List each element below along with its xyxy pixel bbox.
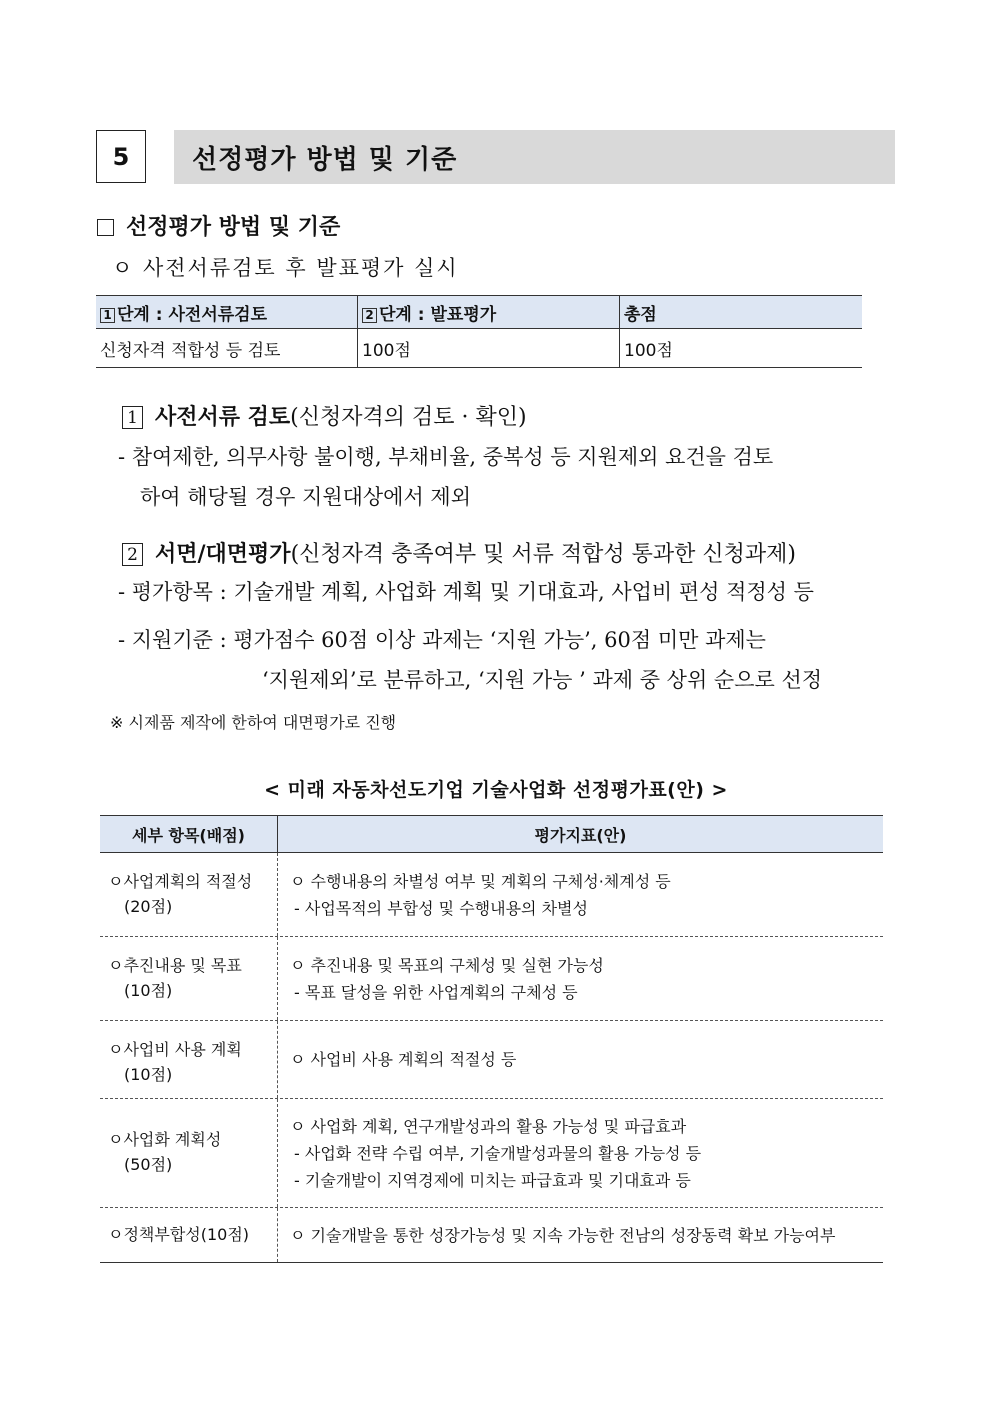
stage2-line: - 지원기준 : 평가점수 60점 이상 과제는 ‘지원 가능’, 60점 미만 과제는	[118, 628, 766, 652]
eval-main: ㅇ 사업화 계획, 연구개발성과의 활용 가능성 및 파급효과	[290, 1116, 687, 1136]
number-box: 2	[362, 308, 377, 323]
stage-cell: 100점	[358, 329, 620, 368]
stage-cell: 신청자격 적합성 등 검토	[96, 329, 358, 368]
stage1-line: 하여 해당될 경우 지원대상에서 제외	[140, 485, 471, 509]
eval-detail: - 사업목적의 부합성 및 수행내용의 차별성	[294, 898, 588, 918]
stage-cell: 100점	[620, 329, 863, 368]
eval-item	[100, 1208, 277, 1262]
eval-index	[277, 853, 883, 936]
eval-item-label: ㅇ추진내용 및 목표	[108, 956, 242, 975]
subheading	[97, 210, 340, 241]
stage1-title: 사전서류 검토	[155, 404, 291, 430]
stage2-line: ‘지원제외’로 분류하고, ‘지원 가능 ’ 과제 중 상위 순으로 선정	[262, 668, 823, 692]
eval-header-item: 세부 항목(배점)	[132, 825, 245, 845]
eval-main: ㅇ 기술개발을 통한 성장가능성 및 지속 가능한 전남의 성장동력 확보 가능여부	[290, 1225, 836, 1245]
eval-main: ㅇ 사업비 사용 계획의 적절성 등	[290, 1050, 517, 1069]
eval-item	[100, 1021, 277, 1098]
eval-row	[100, 1021, 883, 1099]
stage-header-1	[96, 296, 358, 329]
section-title: 선정평가 방법 및 기준	[174, 130, 895, 184]
stage-header-label: 단계 : 사전서류검토	[117, 304, 268, 325]
eval-main: ㅇ 추진내용 및 목표의 구체성 및 실현 가능성	[290, 955, 604, 975]
eval-main: ㅇ 수행내용의 차별성 여부 및 계획의 구체성·체계성 등	[290, 871, 671, 891]
stage-table-header	[96, 296, 862, 329]
stage1-number-box: 1	[122, 406, 143, 429]
eval-item-score: (10점)	[124, 981, 173, 1000]
stage2-title: 서면/대면평가	[155, 541, 291, 567]
eval-item-score: (10점)	[124, 1065, 173, 1084]
eval-row	[100, 1099, 883, 1208]
stage-table	[96, 295, 862, 368]
eval-table	[100, 815, 883, 1263]
note: ※ 시제품 제작에 한하여 대면평가로 진행	[110, 713, 397, 732]
section-number: 5	[96, 130, 146, 183]
number-box: 1	[100, 308, 115, 323]
eval-header-index: 평가지표(안)	[277, 816, 883, 852]
stage-header-total: 총점	[620, 296, 863, 329]
stage-header-2	[358, 296, 620, 329]
eval-detail: - 사업화 전략 수립 여부, 기술개발성과물의 활용 가능성 등	[294, 1143, 702, 1163]
stage2-number-box: 2	[122, 543, 143, 566]
stage1-paren: (신청자격의 검토 · 확인)	[290, 405, 527, 430]
eval-item-label: ㅇ사업화 계획성	[108, 1130, 222, 1149]
bullet-summary: ㅇ 사전서류검토 후 발표평가 실시	[112, 256, 459, 280]
eval-item	[100, 853, 277, 936]
eval-index	[277, 1099, 883, 1207]
stage-table-row	[96, 329, 862, 368]
eval-item-label: ㅇ정책부합성(10점)	[108, 1225, 250, 1244]
eval-row	[100, 937, 883, 1021]
subheading-text: 선정평가 방법 및 기준	[126, 214, 341, 240]
eval-item	[100, 937, 277, 1020]
stage1-line: - 참여제한, 의무사항 불이행, 부채비율, 중복성 등 지원제외 요건을 검토	[118, 445, 774, 469]
eval-row	[100, 853, 883, 937]
eval-table-title: < 미래 자동차선도기업 기술사업화 선정평가표(안) >	[264, 779, 728, 801]
checkbox-square-icon	[97, 219, 114, 236]
eval-row	[100, 1208, 883, 1263]
eval-index	[277, 937, 883, 1020]
stage1-heading	[122, 400, 527, 431]
eval-detail: - 기술개발이 지역경제에 미치는 파급효과 및 기대효과 등	[294, 1170, 691, 1190]
eval-index	[277, 1208, 883, 1262]
eval-index	[277, 1021, 883, 1098]
eval-item-score: (20점)	[124, 897, 173, 916]
stage2-paren: (신청자격 충족여부 및 서류 적합성 통과한 신청과제)	[290, 542, 796, 567]
eval-item-label: ㅇ사업비 사용 계획	[108, 1040, 242, 1059]
eval-table-header	[100, 815, 883, 853]
eval-detail: - 목표 달성을 위한 사업계획의 구체성 등	[294, 982, 578, 1002]
eval-item-label: ㅇ사업계획의 적절성	[108, 872, 253, 891]
eval-item	[100, 1099, 277, 1207]
eval-item-score: (50점)	[124, 1155, 173, 1174]
stage2-line: - 평가항목 : 기술개발 계획, 사업화 계획 및 기대효과, 사업비 편성 적정성 등	[118, 580, 814, 604]
stage-header-label: 단계 : 발표평가	[379, 304, 497, 325]
stage2-heading	[122, 537, 796, 568]
